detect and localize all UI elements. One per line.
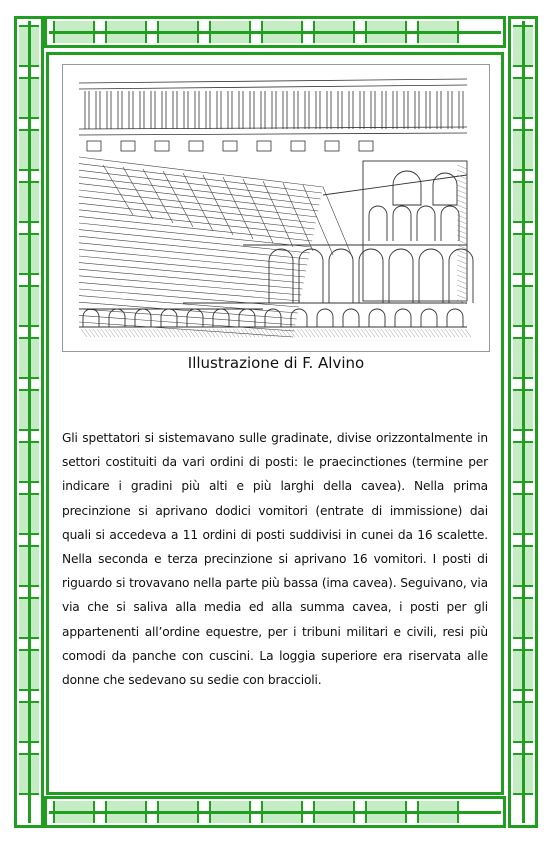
colonnade-drawing — [79, 79, 467, 151]
arches-drawing — [79, 161, 473, 327]
frame-bottom-band — [44, 796, 506, 828]
amphitheatre-illustration — [62, 64, 490, 352]
frame-stripe — [522, 21, 525, 823]
illustration-caption: Illustrazione di F. Alvino — [187, 354, 365, 372]
frame-stripe — [49, 31, 501, 34]
frame-left-tiles — [19, 21, 39, 823]
amphitheatre-drawing — [63, 65, 489, 351]
frame-right-tiles — [513, 21, 533, 823]
frame-right-band — [508, 16, 538, 828]
frame-top-tiles — [49, 21, 501, 43]
frame-bottom-tiles — [49, 801, 501, 823]
frame-stripe — [28, 21, 31, 823]
frame-stripe — [49, 811, 501, 814]
frame-left-band — [14, 16, 44, 828]
body-paragraph: Gli spettatori si sistemavano sulle gradinate, divise orizzontalmente in settori costituiti da vari ordini di posti: le praecinctiones (termine per indicare i gradini più alti e più larghi della cavea). Nella prima precinzione si aprivano dodici vomitori (entrate di immissione) dai quali si accedeva a 11 ordini di posti suddivisi in cunei da 16 scalette. Nella seconda e terza precinzione si aprivano 16 vomitori. I posti di riguardo si trovavano nella parte più bassa (ima cavea). Seguivano, via via che si saliva alla media ed alla summa cavea, i posti per gli appartenenti all’ordine equestre, per i tribuni militari e civili, resi più comodi da panche con cuscini. La loggia superiore era riservata alle donne che sedevano su sedie con braccioli. — [62, 431, 488, 688]
frame-top-band — [44, 16, 506, 48]
